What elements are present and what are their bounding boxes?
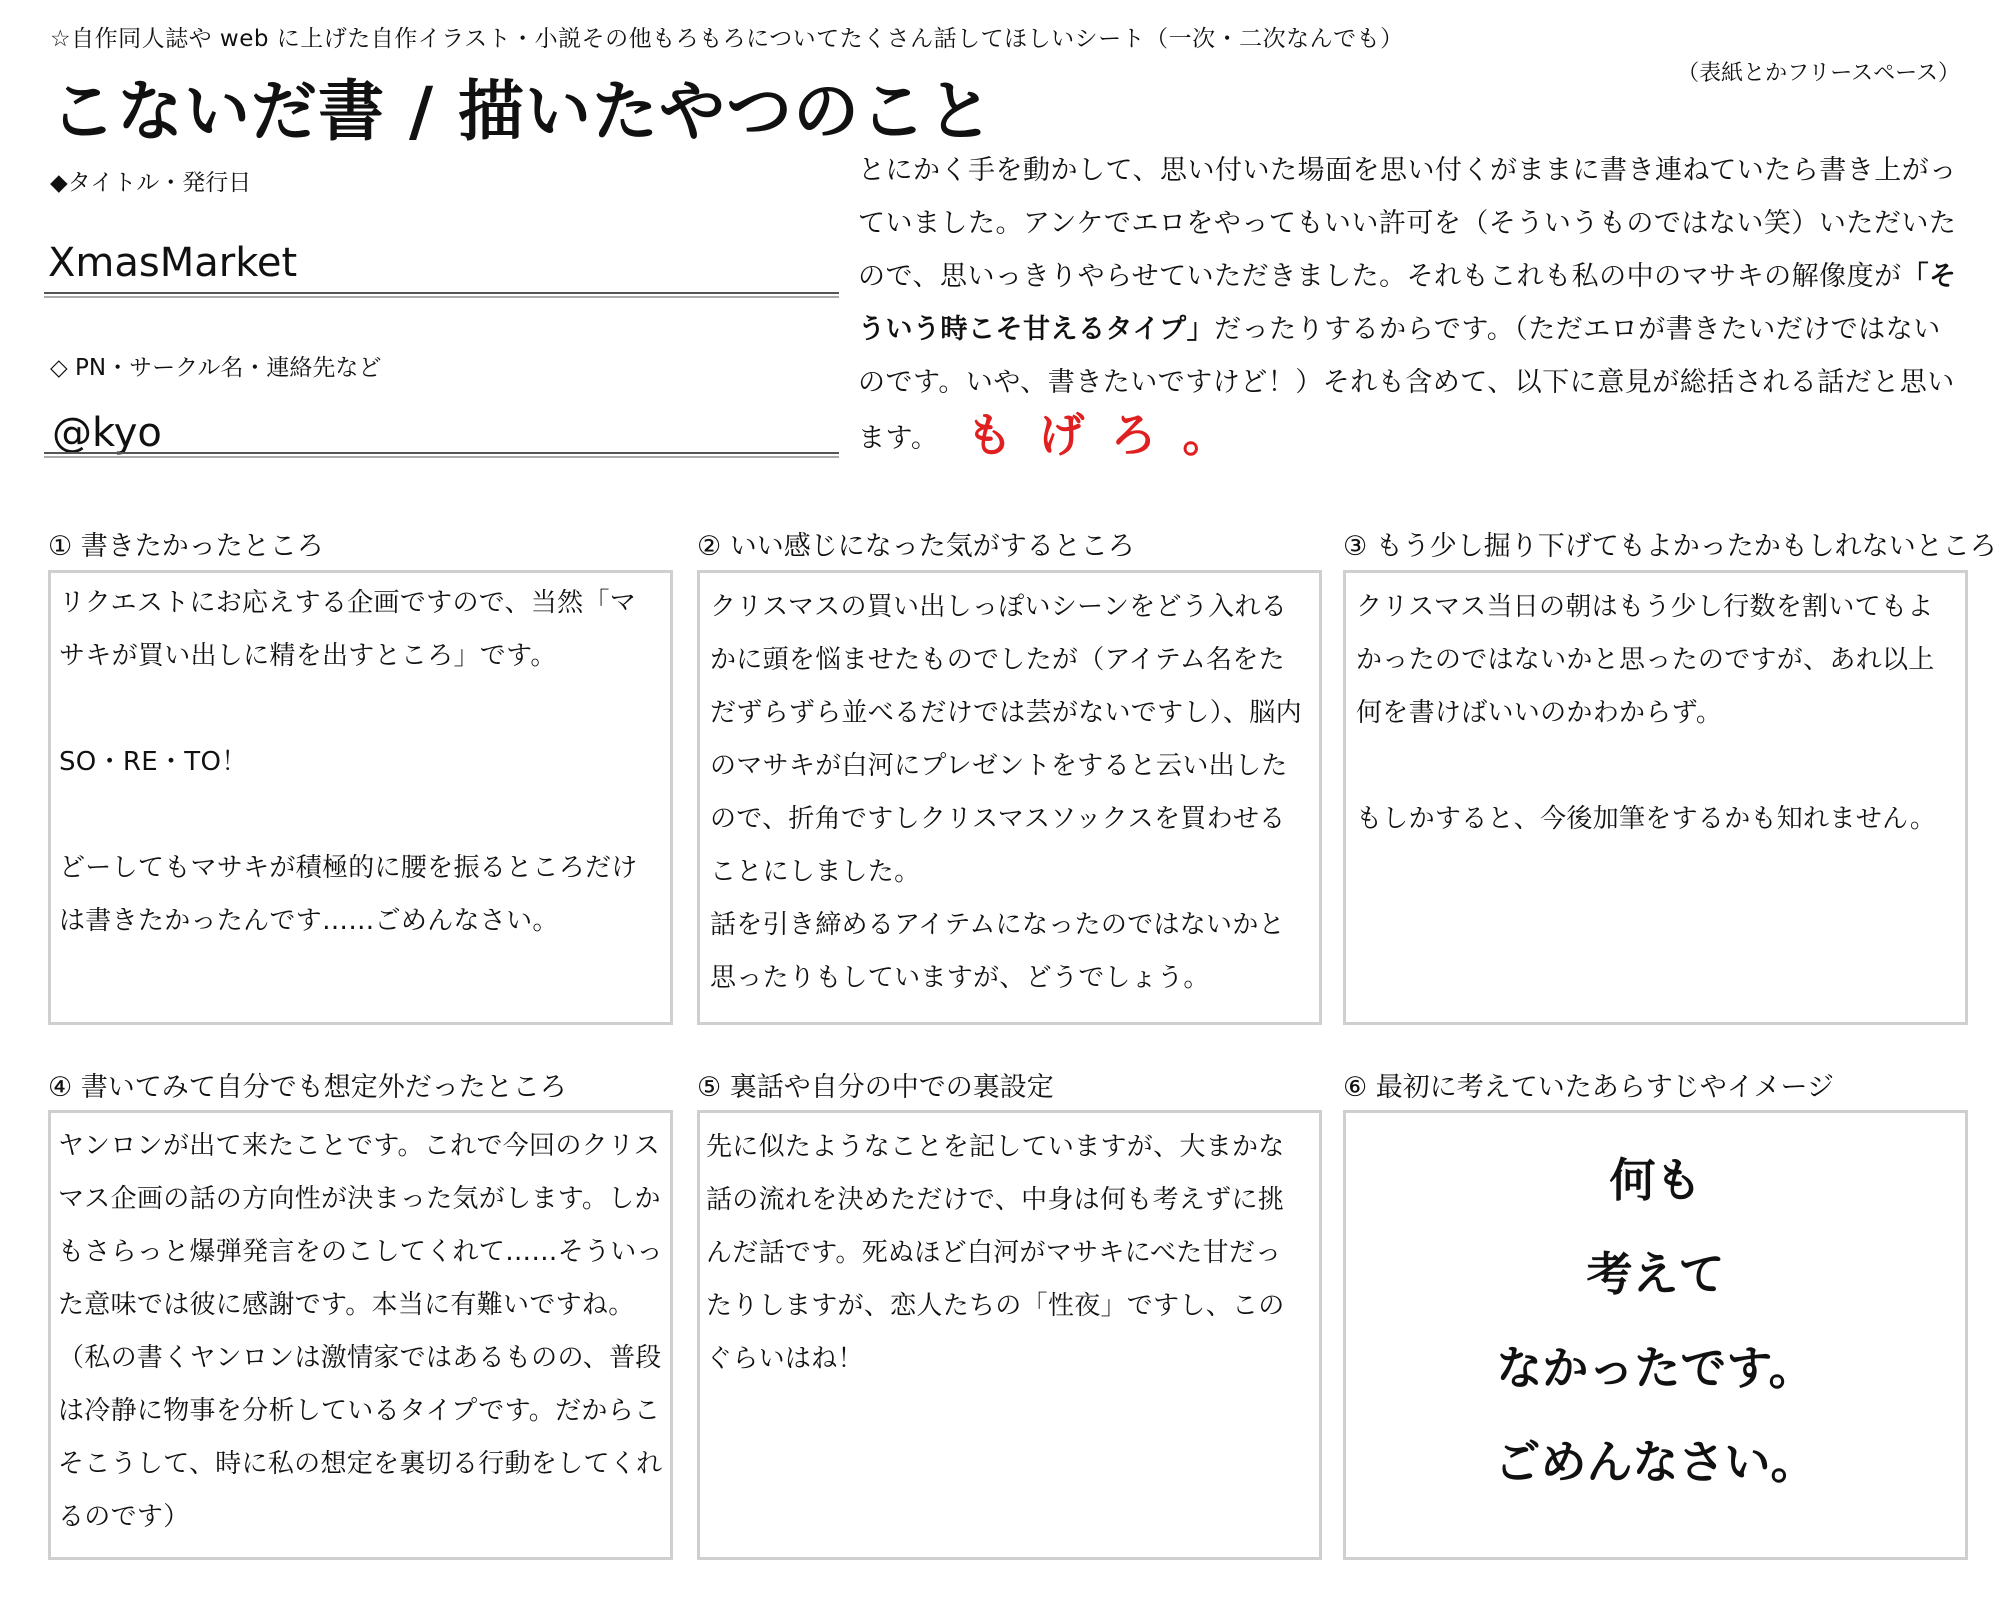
section-2-box [697, 570, 1322, 1025]
section-6-line-1: 何も [1609, 1153, 1702, 1207]
title-field-underline [44, 292, 839, 298]
section-1-body: リクエストにお応えする企画ですので、当然「マサキが買い出しに精を出すところ」です。 SO・RE・TO！ どーしてもマサキが積極的に腰を振るところだけは書きたかったんです……ごめんなさい。 [59, 588, 638, 936]
section-5-body: 先に似たようなことを記していますが、大まかな話の流れを決めただけで、中身は何も考えずに挑んだ話です。死ぬほど白河がマサキにべた甘だったりしますが、恋人たちの「性夜」ですし、このぐらいはね！ [706, 1132, 1285, 1374]
section-6-line-3: なかったです。 [1496, 1341, 1815, 1395]
cover-text-part2: だったりするからです。（ただエロが書きたいだけではないのです。いや、書きたいですけど！）それも含めて、以下に意見が総括される話だと思います。 [858, 314, 1955, 454]
title-field-value: XmasMarket [48, 240, 298, 286]
pn-field-underline [44, 452, 839, 458]
section-6-body [1346, 1113, 1965, 1509]
section-6-box [1343, 1110, 1968, 1560]
sheet-subtitle: ☆自作同人誌や web に上げた自作イラスト・小説その他もろもろについてたくさん話してほしいシート（一次・二次なんでも） [50, 26, 1404, 52]
section-5-box [697, 1110, 1322, 1560]
cover-text-bold: 「そういう時こそ甘えるタイプ」 [858, 261, 1957, 345]
section-5-heading: ⑤ 裏話や自分の中での裏設定 [697, 1072, 1054, 1103]
section-3-heading: ③ もう少し掘り下げてもよかったかもしれないところ [1343, 531, 1997, 562]
cover-space-label: （表紙とかフリースペース） [1677, 61, 1960, 86]
section-4-heading: ④ 書いてみて自分でも想定外だったところ [48, 1072, 567, 1103]
cover-text [858, 144, 1963, 465]
section-1-heading: ① 書きたかったところ [48, 531, 324, 562]
section-2-body: クリスマスの買い出しっぽいシーンをどう入れるかに頭を悩ませたものでしたが（アイテム名をただずらずら並べるだけでは芸がないですし）、脳内のマサキが白河にプレゼントをすると云い出したので、折角ですしクリスマスソックスを買わせることにしました。 話を引き締めるアイテムになったのではないかと思ったりもしていますが、どうでしょう。 [710, 592, 1302, 993]
section-2-heading: ② いい感じになった気がするところ [697, 531, 1135, 562]
section-3-body: クリスマス当日の朝はもう少し行数を割いてもよかったのではないかと思ったのですが、あれ以上何を書けばいいのかわからず。 もしかすると、今後加筆をするかも知れません。 [1356, 592, 1937, 834]
pn-field-label: ◇ PN・サークル名・連絡先など [50, 355, 382, 381]
section-3-box [1343, 570, 1968, 1025]
pn-field-value: @kyo [52, 410, 162, 456]
cover-text-part1: とにかく手を動かして、思い付いた場面を思い付くがままに書き連ねていたら書き上がっていました。アンケでエロをやってもいい許可を（そういうものではない笑）いただいたので、思いっきりやらせていただきました。それもこれも私の中のマサキの解像度が [858, 155, 1957, 292]
section-1-box [48, 570, 673, 1025]
section-6-line-2: 考えて [1586, 1247, 1725, 1301]
cover-text-emphasis: もげろ。 [966, 408, 1255, 462]
section-4-body: ヤンロンが出て来たことです。これで今回のクリスマス企画の話の方向性が決まった気がします。しかもさらっと爆弾発言をのこしてくれて……そういった意味では彼に感謝です。本当に有難いですね。 （私の書くヤンロンは激情家ではあるものの、普段は冷静に物事を分析しているタイプです。だからこそこうして、時に私の想定を裏切る行動をしてくれるのです） [58, 1131, 663, 1532]
page-title: こないだ書 / 描いたやつのこと [50, 73, 995, 150]
section-6-line-4: ごめんなさい。 [1494, 1435, 1817, 1489]
section-6-heading: ⑥ 最初に考えていたあらすじやイメージ [1343, 1072, 1834, 1103]
title-field-label: ◆タイトル・発行日 [50, 170, 252, 196]
